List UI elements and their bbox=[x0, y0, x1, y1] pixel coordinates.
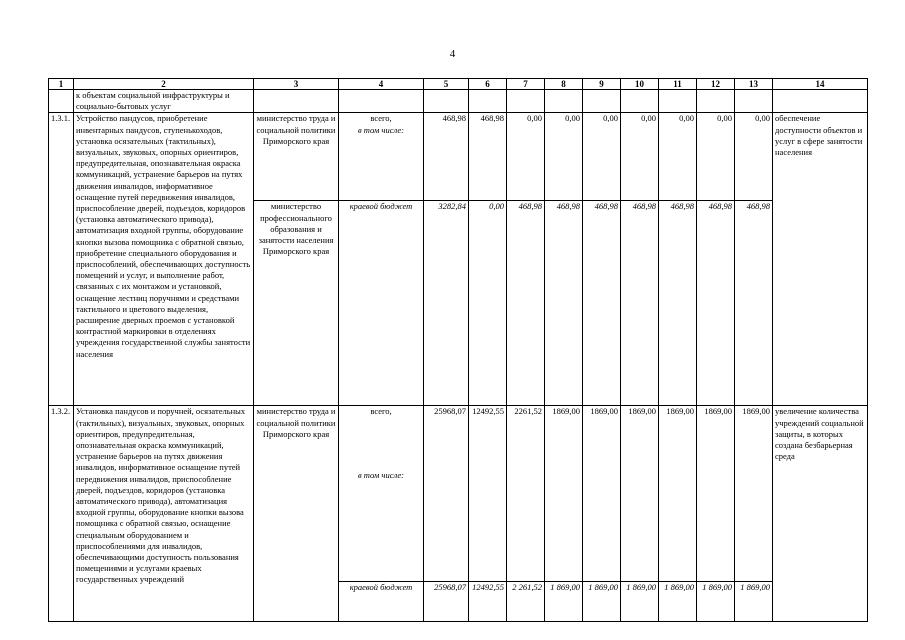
value-cell: 468,98 bbox=[659, 201, 697, 406]
column-header-12: 12 bbox=[697, 79, 735, 90]
source-total-label: всего, bbox=[370, 113, 392, 124]
value-cell: 1869,00 bbox=[735, 406, 773, 582]
row-1-3-1-description: Устройство пандусов, приобретение инвентарных пандусов, ступенькоходов, установка осязательных (тактильных), визуальных, звуковых, опорных ориентиров, предупредительная, опознавательная окраска коммуникаций, устранение барьеров на путях движения инвалидов, информативное оснащение путей передвижения инвалидов, приспособление дверей, подъездов, коридоров (установка автоматического привода), автоматизация входной группы, оборудование кнопки вызова помощника с обратной связью, приобретение специального оборудования и приспособлений, обеспечивающих доступность помещений и услуг, и выполнение работ, связанных с их монтажом и установкой, оснащение лестниц поручнями и средствами тактильного и цветового выделения, расширение дверных проемов с установкой контрастной маркировки в отделениях учреждения государственной службы занятости населения bbox=[74, 113, 254, 406]
column-header-11: 11 bbox=[659, 79, 697, 90]
continuation-row bbox=[49, 90, 868, 113]
value-cell: 0,00 bbox=[583, 113, 621, 201]
column-header-8: 8 bbox=[545, 79, 583, 90]
continuation-text: к объектам социальной инфраструктуры и социально-бытовых услуг bbox=[74, 90, 254, 113]
value-cell: 0,00 bbox=[659, 113, 697, 201]
row-1-3-1-executor-2: министерство профессионального образования и занятости населения Приморского края bbox=[254, 201, 339, 406]
value-cell: 468,98 bbox=[583, 201, 621, 406]
value-cell: 25968,07 bbox=[424, 582, 469, 622]
value-cell: 468,98 bbox=[424, 113, 469, 201]
column-header-5: 5 bbox=[424, 79, 469, 90]
source-including-label: в том числе: bbox=[357, 124, 405, 135]
column-header-7: 7 bbox=[507, 79, 545, 90]
row-1-3-2-source-budget: краевой бюджет bbox=[339, 582, 424, 622]
value-cell: 0,00 bbox=[697, 113, 735, 201]
value-cell: 1 869,00 bbox=[659, 582, 697, 622]
value-cell: 468,98 bbox=[697, 201, 735, 406]
value-cell: 1 869,00 bbox=[735, 582, 773, 622]
row-1-3-2-total bbox=[49, 406, 868, 582]
value-cell: 468,98 bbox=[469, 113, 507, 201]
value-cell: 468,98 bbox=[545, 201, 583, 406]
source-total-label: всего, bbox=[370, 406, 392, 417]
value-cell: 0,00 bbox=[545, 113, 583, 201]
row-1-3-1-total bbox=[49, 113, 868, 201]
column-header-2: 2 bbox=[74, 79, 254, 90]
row-1-3-1-number: 1.3.1. bbox=[49, 113, 74, 406]
value-cell: 0,00 bbox=[621, 113, 659, 201]
value-cell: 1 869,00 bbox=[583, 582, 621, 622]
row-1-3-2-number: 1.3.2. bbox=[49, 406, 74, 622]
column-header-9: 9 bbox=[583, 79, 621, 90]
column-header-4: 4 bbox=[339, 79, 424, 90]
value-cell: 1 869,00 bbox=[545, 582, 583, 622]
source-including-label: в том числе: bbox=[357, 469, 405, 480]
column-header-13: 13 bbox=[735, 79, 773, 90]
value-cell: 3282,84 bbox=[424, 201, 469, 406]
page-number: 4 bbox=[449, 48, 456, 60]
program-table bbox=[48, 78, 868, 622]
value-cell: 2 261,52 bbox=[507, 582, 545, 622]
value-cell: 25968,07 bbox=[424, 406, 469, 582]
column-header-14: 14 bbox=[773, 79, 868, 90]
row-1-3-2-executor: министерство труда и социальной политики Приморского края bbox=[254, 406, 339, 622]
row-1-3-1-executor-1: министерство труда и социальной политики Приморского края bbox=[254, 113, 339, 201]
value-cell: 0,00 bbox=[469, 201, 507, 406]
value-cell: 468,98 bbox=[621, 201, 659, 406]
value-cell: 0,00 bbox=[735, 113, 773, 201]
value-cell: 1869,00 bbox=[545, 406, 583, 582]
row-1-3-1-source-budget: краевой бюджет bbox=[339, 201, 424, 406]
value-cell: 12492,55 bbox=[469, 582, 507, 622]
value-cell: 2261,52 bbox=[507, 406, 545, 582]
value-cell: 468,98 bbox=[507, 201, 545, 406]
column-header-1: 1 bbox=[49, 79, 74, 90]
row-1-3-1-source-total bbox=[339, 113, 424, 201]
row-1-3-2-source-total bbox=[339, 406, 424, 582]
value-cell: 12492,55 bbox=[469, 406, 507, 582]
value-cell: 1869,00 bbox=[659, 406, 697, 582]
row-1-3-2-description: Установка пандусов и поручней, осязательных (тактильных), визуальных, звуковых, опорных ориентиров, предупредительная, опознавательная окраска коммуникаций, устранение барьеров на путях движения инвалидов, информативное оснащение путей передвижения инвалидов, приспособление дверей, подъездов, коридоров (установка автоматического привода), автоматизация входной группы, оборудование кнопки вызова помощника с обратной связью, оснащение специальным оборудованием и приспособлениями для инвалидов, обеспечивающими доступность пользования помещениями и услугами краевых государственных учреждений bbox=[74, 406, 254, 622]
value-cell: 468,98 bbox=[735, 201, 773, 406]
header-row bbox=[49, 79, 868, 90]
value-cell: 1 869,00 bbox=[621, 582, 659, 622]
value-cell: 0,00 bbox=[507, 113, 545, 201]
value-cell: 1869,00 bbox=[621, 406, 659, 582]
column-header-3: 3 bbox=[254, 79, 339, 90]
row-1-3-2-result: увеличение количества учреждений социальной защиты, в которых создана безбарьерная среда bbox=[773, 406, 868, 622]
value-cell: 1 869,00 bbox=[697, 582, 735, 622]
value-cell: 1869,00 bbox=[583, 406, 621, 582]
column-header-10: 10 bbox=[621, 79, 659, 90]
value-cell: 1869,00 bbox=[697, 406, 735, 582]
column-header-6: 6 bbox=[469, 79, 507, 90]
row-1-3-1-result: обеспечение доступности объектов и услуг в сфере занятости населения bbox=[773, 113, 868, 406]
